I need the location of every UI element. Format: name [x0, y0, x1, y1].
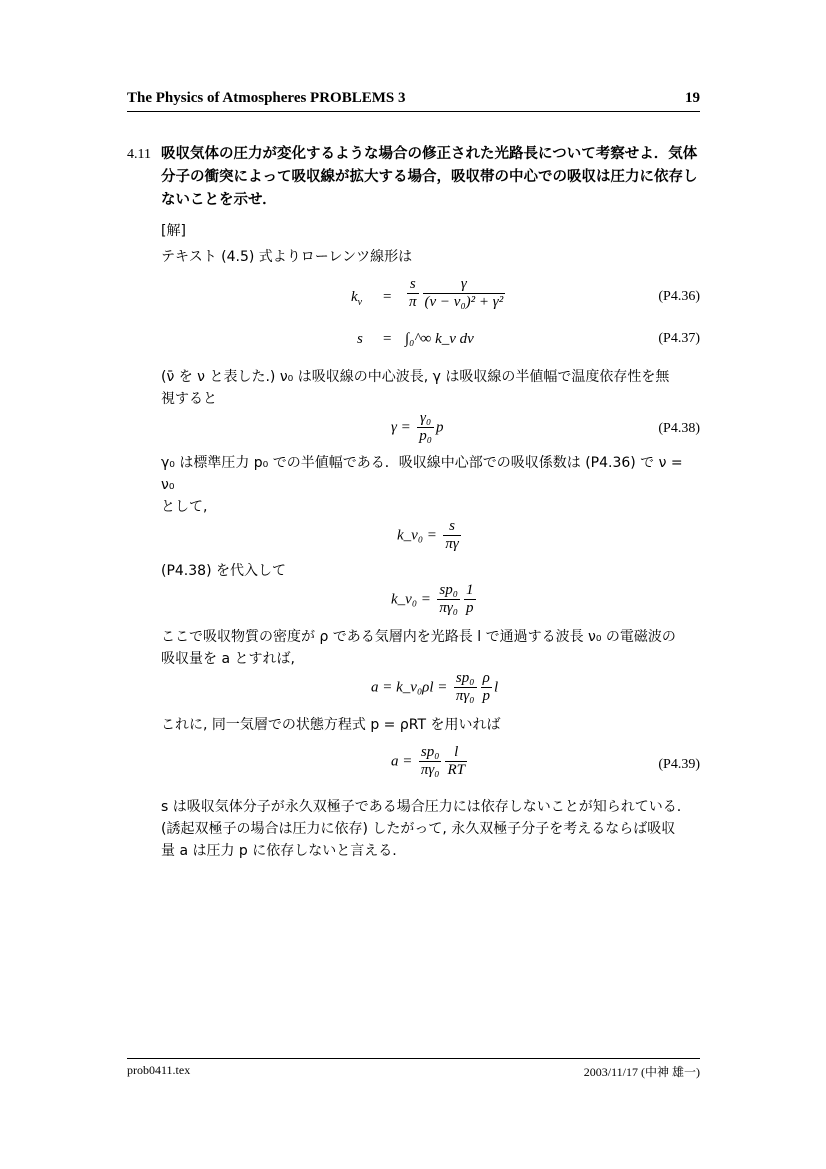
equation-p4-38 — [161, 410, 700, 448]
eq2-rhs: ∫₀^∞ k_ν dν — [405, 331, 474, 347]
equation-p4-36 — [161, 274, 700, 318]
eq7-tag: (P4.39) — [658, 757, 700, 772]
solution — [127, 220, 700, 862]
problem-line-1: 吸収気体の圧力が変化するような場合の修正された光路長について考察せよ．気体 — [161, 146, 698, 162]
footer-rule — [127, 1058, 700, 1059]
eq2-lhs: s — [357, 331, 363, 347]
content — [127, 143, 700, 862]
equation-p4-37 — [161, 318, 700, 358]
problem-statement — [127, 143, 700, 212]
eq1-lhs: $k_\nu$ — [351, 289, 363, 308]
eq6-body: a = k_ν₀ρl = $\frac{\text{sp₀}}{\text{πγ₀}}$ $\frac{\rho}{p}$ l — [371, 670, 499, 704]
eq3-body: γ = $\frac{\text{γ₀}}{\text{p₀}}$ p — [391, 410, 444, 444]
para-4-line-2: 吸収量を a とすれば, — [161, 651, 295, 667]
eq2-tag: (P4.37) — [658, 331, 700, 346]
eq1-frac1: $\frac{s}{\pi}$ — [409, 276, 417, 310]
para-1-line-1: (ν̄ を ν と表した.) ν₀ は吸収線の中心波長, γ は吸収線の半値幅で温度依存性を無 — [161, 369, 670, 385]
eq1-rel: = — [383, 289, 392, 305]
eq1-frac2: $\frac{\gamma}{\text{(ν − ν₀)² + γ²}}$ — [424, 276, 504, 310]
para-3: (P4.38) を代入して — [161, 563, 286, 579]
problem-line-3: ないことを示せ． — [161, 192, 277, 208]
para-1-line-2: 視すると — [161, 391, 217, 407]
eq3-tag: (P4.38) — [658, 421, 700, 436]
para-6-line-2: (誘起双極子の場合は圧力に依存) したがって, 永久双極子分子を考えるならば吸収 — [161, 821, 676, 837]
solution-heading: [解] — [161, 223, 186, 239]
eq1-tag: (P4.36) — [658, 289, 700, 304]
para-4-line-1: ここで吸収物質の密度が ρ である気層内を光路長 l で通過する波長 ν₀ の電磁波の — [161, 629, 676, 645]
header-title: The Physics of Atmospheres PROBLEMS 3 — [127, 90, 406, 106]
problem-line-2: 分子の衝突によって吸収線が拡大する場合，吸収帯の中心での吸収は圧力に依存し — [161, 169, 698, 185]
para-5: これに, 同一気層での状態方程式 p = ρRT を用いれば — [161, 717, 501, 733]
equation-p4-39 — [161, 742, 700, 790]
eq5-body: k_ν₀ = $\frac{\text{sp₀}}{\text{πγ₀}}$ $\frac{1}{p}$ — [391, 582, 474, 616]
para-2-line-1: γ₀ は標準圧力 p₀ での半値幅である．吸収線中心部での吸収係数は (P4.36) で ν = ν₀ — [161, 455, 683, 493]
page-number: 19 — [685, 90, 700, 106]
para-6-line-1: s は吸収気体分子が永久双極子である場合圧力には依存しないことが知られている. — [161, 799, 682, 815]
footer — [127, 1063, 700, 1081]
para-2-line-2: として, — [161, 499, 208, 515]
running-header — [127, 90, 700, 110]
para-6-line-3: 量 a は圧力 p に依存しないと言える. — [161, 843, 397, 859]
problem-number: 4.11 — [127, 147, 151, 162]
equation-k-nu0 — [161, 518, 700, 556]
equation-a — [161, 670, 700, 710]
eq4-body: k_ν₀ = $\frac{s}{\pi\gamma}$ — [397, 518, 459, 552]
equation-k-nu0-sub — [161, 582, 700, 622]
solution-intro: テキスト (4.5) 式よりローレンツ線形は — [161, 249, 413, 265]
header-rule — [127, 111, 700, 112]
eq1-rhs — [405, 276, 507, 311]
footer-date-author: 2003/11/17 (中神 雄一) — [583, 1065, 700, 1079]
footer-filename: prob0411.tex — [127, 1063, 191, 1077]
eq2-rel: = — [383, 331, 392, 347]
eq7-body: a = $\frac{\text{sp₀}}{\text{πγ₀}}$ $\frac{l}{RT}$ — [391, 744, 465, 778]
